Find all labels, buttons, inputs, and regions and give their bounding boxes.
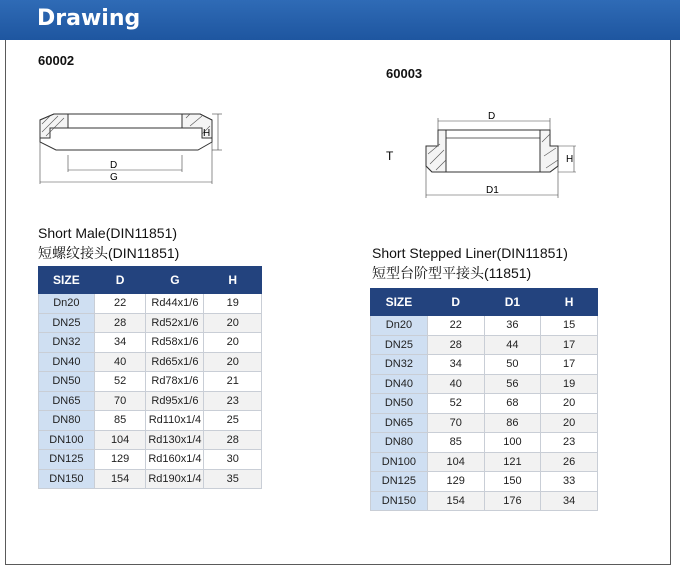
table-cell: Rd95x1/6: [146, 391, 204, 411]
table-cell: 28: [94, 313, 146, 333]
table-cell: Rd52x1/6: [146, 313, 204, 333]
table-cell: 176: [484, 491, 541, 511]
right-caption-en: Short Stepped Liner(DIN11851): [372, 245, 568, 261]
size-cell: Dn20: [371, 316, 428, 336]
table-cell: 129: [427, 472, 484, 492]
left-product-code: 60002: [38, 53, 75, 68]
table-row: [371, 433, 598, 453]
table-cell: 19: [204, 294, 262, 314]
table-cell: 15: [541, 316, 598, 336]
table-cell: 150: [484, 472, 541, 492]
stepped-liner-d1-label: D1: [486, 185, 499, 196]
table-cell: 30: [204, 450, 262, 470]
table-row: [371, 394, 598, 414]
table-cell: 20: [204, 352, 262, 372]
table-cell: 56: [484, 374, 541, 394]
table-cell: 44: [484, 335, 541, 355]
table-cell: 36: [484, 316, 541, 336]
size-cell: DN40: [371, 374, 428, 394]
stepped-liner-h-label: H: [566, 154, 574, 165]
size-cell: DN25: [371, 335, 428, 355]
table-cell: 20: [541, 413, 598, 433]
table-row: [39, 294, 262, 314]
short-male-table: [38, 266, 262, 489]
table-cell: 100: [484, 433, 541, 453]
table-cell: 129: [94, 450, 146, 470]
size-cell: DN50: [39, 372, 95, 392]
table-cell: 23: [204, 391, 262, 411]
table-row: [371, 491, 598, 511]
right-caption-cn: 短型台阶型平接头(11851): [372, 265, 532, 281]
table-cell: Rd130x1/4: [146, 430, 204, 450]
stepped-liner-d-label: D: [488, 111, 496, 122]
table-cell: 17: [541, 355, 598, 375]
left-caption-en: Short Male(DIN11851): [38, 225, 178, 241]
table-cell: 104: [427, 452, 484, 472]
table-cell: Rd110x1/4: [146, 411, 204, 431]
column-header: H: [204, 267, 262, 294]
table-row: [39, 372, 262, 392]
size-cell: DN32: [39, 333, 95, 353]
size-cell: DN32: [371, 355, 428, 375]
left-caption-cn: 短螺纹接头(DIN11851): [38, 245, 180, 261]
table-row: [39, 411, 262, 431]
column-header: SIZE: [39, 267, 95, 294]
table-cell: 20: [204, 333, 262, 353]
stepped-liner-table: [370, 288, 598, 511]
table-header-row: [371, 289, 598, 316]
column-header: SIZE: [371, 289, 428, 316]
table-cell: 85: [94, 411, 146, 431]
stepped-liner-drawing: [380, 108, 585, 200]
table-cell: 20: [204, 313, 262, 333]
table-row: [371, 472, 598, 492]
table-cell: 19: [541, 374, 598, 394]
short-male-drawing: [30, 108, 230, 190]
table-cell: Rd78x1/6: [146, 372, 204, 392]
size-cell: DN50: [371, 394, 428, 414]
size-cell: DN125: [39, 450, 95, 470]
stepped-liner-t-label: T: [386, 149, 394, 163]
size-cell: Dn20: [39, 294, 95, 314]
table-header-row: [39, 267, 262, 294]
short-male-d-label: D: [110, 160, 118, 171]
table-cell: 17: [541, 335, 598, 355]
size-cell: DN65: [39, 391, 95, 411]
table-cell: 28: [204, 430, 262, 450]
table-row: [39, 450, 262, 470]
table-cell: 33: [541, 472, 598, 492]
size-cell: DN125: [371, 472, 428, 492]
table-row: [371, 452, 598, 472]
table-cell: 21: [204, 372, 262, 392]
table-cell: 50: [484, 355, 541, 375]
size-cell: DN25: [39, 313, 95, 333]
table-row: [371, 413, 598, 433]
table-row: [39, 469, 262, 489]
column-header: D: [427, 289, 484, 316]
size-cell: DN65: [371, 413, 428, 433]
table-cell: 86: [484, 413, 541, 433]
table-cell: 23: [541, 433, 598, 453]
table-cell: 34: [94, 333, 146, 353]
table-row: [371, 316, 598, 336]
table-cell: 34: [541, 491, 598, 511]
size-cell: DN80: [371, 433, 428, 453]
table-cell: 22: [94, 294, 146, 314]
column-header: D1: [484, 289, 541, 316]
table-cell: 20: [541, 394, 598, 414]
table-row: [371, 355, 598, 375]
header-bar: [0, 0, 680, 40]
short-male-h-label: H: [203, 128, 211, 139]
table-cell: 35: [204, 469, 262, 489]
table-cell: 70: [94, 391, 146, 411]
table-cell: 154: [94, 469, 146, 489]
table-cell: 154: [427, 491, 484, 511]
table-cell: Rd58x1/6: [146, 333, 204, 353]
size-cell: DN150: [39, 469, 95, 489]
table-cell: 40: [427, 374, 484, 394]
size-cell: DN100: [371, 452, 428, 472]
short-male-g-label: G: [110, 172, 118, 183]
table-cell: 52: [427, 394, 484, 414]
table-cell: 22: [427, 316, 484, 336]
table-row: [39, 313, 262, 333]
column-header: G: [146, 267, 204, 294]
size-cell: DN80: [39, 411, 95, 431]
table-row: [39, 333, 262, 353]
table-cell: 26: [541, 452, 598, 472]
table-cell: 34: [427, 355, 484, 375]
table-cell: 28: [427, 335, 484, 355]
table-row: [39, 430, 262, 450]
table-cell: Rd190x1/4: [146, 469, 204, 489]
table-cell: Rd65x1/6: [146, 352, 204, 372]
page-title: Drawing: [37, 6, 141, 31]
size-cell: DN40: [39, 352, 95, 372]
right-product-code: 60003: [386, 66, 423, 81]
table-row: [39, 352, 262, 372]
column-header: D: [94, 267, 146, 294]
table-cell: 52: [94, 372, 146, 392]
size-cell: DN150: [371, 491, 428, 511]
table-cell: 121: [484, 452, 541, 472]
short-male-left-section: [40, 114, 68, 138]
table-cell: 40: [94, 352, 146, 372]
table-cell: 68: [484, 394, 541, 414]
table-cell: Rd160x1/4: [146, 450, 204, 470]
table-cell: 70: [427, 413, 484, 433]
table-cell: 104: [94, 430, 146, 450]
column-header: H: [541, 289, 598, 316]
table-row: [39, 391, 262, 411]
size-cell: DN100: [39, 430, 95, 450]
table-row: [371, 374, 598, 394]
table-cell: 85: [427, 433, 484, 453]
table-cell: Rd44x1/6: [146, 294, 204, 314]
table-cell: 25: [204, 411, 262, 431]
table-row: [371, 335, 598, 355]
